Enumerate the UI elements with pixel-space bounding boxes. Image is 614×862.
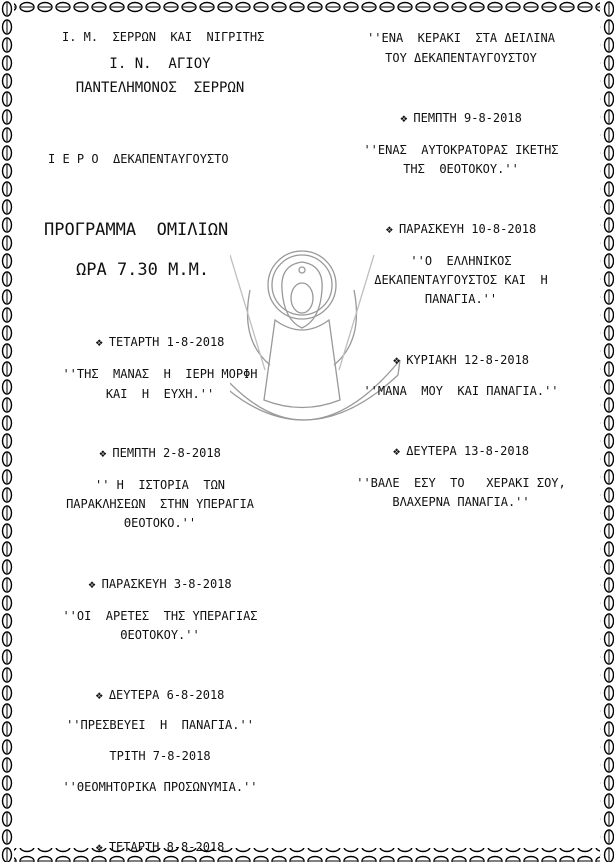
talk-date: ❖ ΠΑΡΑΣΚΕΥΗ 3-8-2018	[40, 577, 280, 591]
talk-date: ❖ ΤΕΤΑΡΤΗ 1-8-2018	[40, 335, 280, 349]
talk-title: ΒΛΑΧΕΡΝΑ ΠΑΝΑΓΙΑ.''	[392, 495, 530, 509]
talk-title: ''ΒΑΛΕ ΕΣΥ ΤΟ ΧΕΡΑΚΙ ΣΟΥ,	[356, 476, 566, 490]
church-name-line2: ΠΑΝΤΕΛΗΜΟΝΟΣ ΣΕΡΡΩΝ	[75, 80, 245, 96]
talk-title: ''ΕΝΑΣ ΑΥΤΟΚΡΑΤΟΡΑΣ ΙΚΕΤΗΣ	[363, 143, 559, 157]
talk-date: ❖ ΠΑΡΑΣΚΕΥΗ 10-8-2018	[330, 222, 592, 236]
talk-title: ΤΗΣ ΘΕΟΤΟΚΟΥ.''	[403, 162, 519, 176]
time-label: ΩΡΑ 7.30 Μ.Μ.	[76, 260, 210, 280]
talk-title: ΚΑΙ Η ΕΥΧΗ.''	[105, 387, 215, 401]
talk-title: ΘΕΟΤΟΚΟ.''	[123, 516, 197, 530]
talk-date: ❖ ΠΕΜΠΤΗ 2-8-2018	[40, 446, 280, 460]
talk-date: ❖ ΔΕΥΤΕΡΑ 13-8-2018	[330, 444, 592, 458]
church-name-line1: Ι. Ν. ΑΓΙΟΥ	[109, 56, 211, 72]
talk-title: ''ΠΡΕΣΒΕΥΕΙ Η ΠΑΝΑΓΙΑ.''	[66, 718, 254, 732]
talk-date: ❖ ΚΥΡΙΑΚΗ 12-8-2018	[330, 353, 592, 367]
talk-title: ΤΟΥ ΔΕΚΑΠΕΝΤΑΥΓΟΥΣΤΟΥ	[385, 51, 537, 65]
metropolis-name: Ι. Μ. ΣΕΡΡΩΝ ΚΑΙ ΝΙΓΡΙΤΗΣ	[62, 30, 265, 44]
talk-title: ΠΑΡΑΚΛΗΣΕΩΝ ΣΤΗΝ ΥΠΕΡΑΓΙΑ	[66, 497, 254, 511]
talk-title: ΠΑΝΑΓΙΑ.''	[424, 292, 498, 306]
talk-title: ''ΟΙ ΑΡΕΤΕΣ ΤΗΣ ΥΠΕΡΑΓΙΑΣ	[62, 609, 258, 623]
talk-title: ''ΘΕΟΜΗΤΟΡΙΚΑ ΠΡΟΣΩΝΥΜΙΑ.''	[62, 780, 258, 794]
talk-title: ''ΤΗΣ ΜΑΝΑΣ Η ΙΕΡΗ ΜΟΡΦΗ	[62, 367, 258, 381]
talk-title: ''Ο ΕΛΛΗΝΙΚΟΣ	[410, 254, 512, 268]
talk-date: ΤΡΙΤΗ 7-8-2018	[109, 749, 211, 763]
talk-title: ΔΕΚΑΠΕΝΤΑΥΓΟΥΣΤΟΣ ΚΑΙ Η	[374, 273, 548, 287]
talk-title: ''ΕΝΑ ΚΕΡΑΚΙ ΣΤΑ ΔΕΙΛΙΝΑ	[367, 31, 555, 45]
talk-title: ''ΜΑΝΑ ΜΟΥ ΚΑΙ ΠΑΝΑΓΙΑ.''	[363, 384, 559, 398]
talk-date: ❖ ΔΕΥΤΕΡΑ 6-8-2018	[40, 688, 280, 702]
event-name: Ι Ε Ρ Ο ΔΕΚΑΠΕΝΤΑΥΓΟΥΣΤΟ	[48, 152, 229, 166]
talk-title: '' Η ΙΣΤΟΡΙΑ ΤΩΝ	[94, 478, 226, 492]
talk-title: ΘΕΟΤΟΚΟΥ.''	[120, 628, 200, 642]
talk-date: ❖ ΠΕΜΠΤΗ 9-8-2018	[330, 111, 592, 125]
program-title: ΠΡΟΓΡΑΜΜΑ ΟΜΙΛΙΩΝ	[44, 220, 229, 240]
talk-date: ❖ ΤΕΤΑΡΤΗ 8-8-2018	[40, 840, 280, 854]
